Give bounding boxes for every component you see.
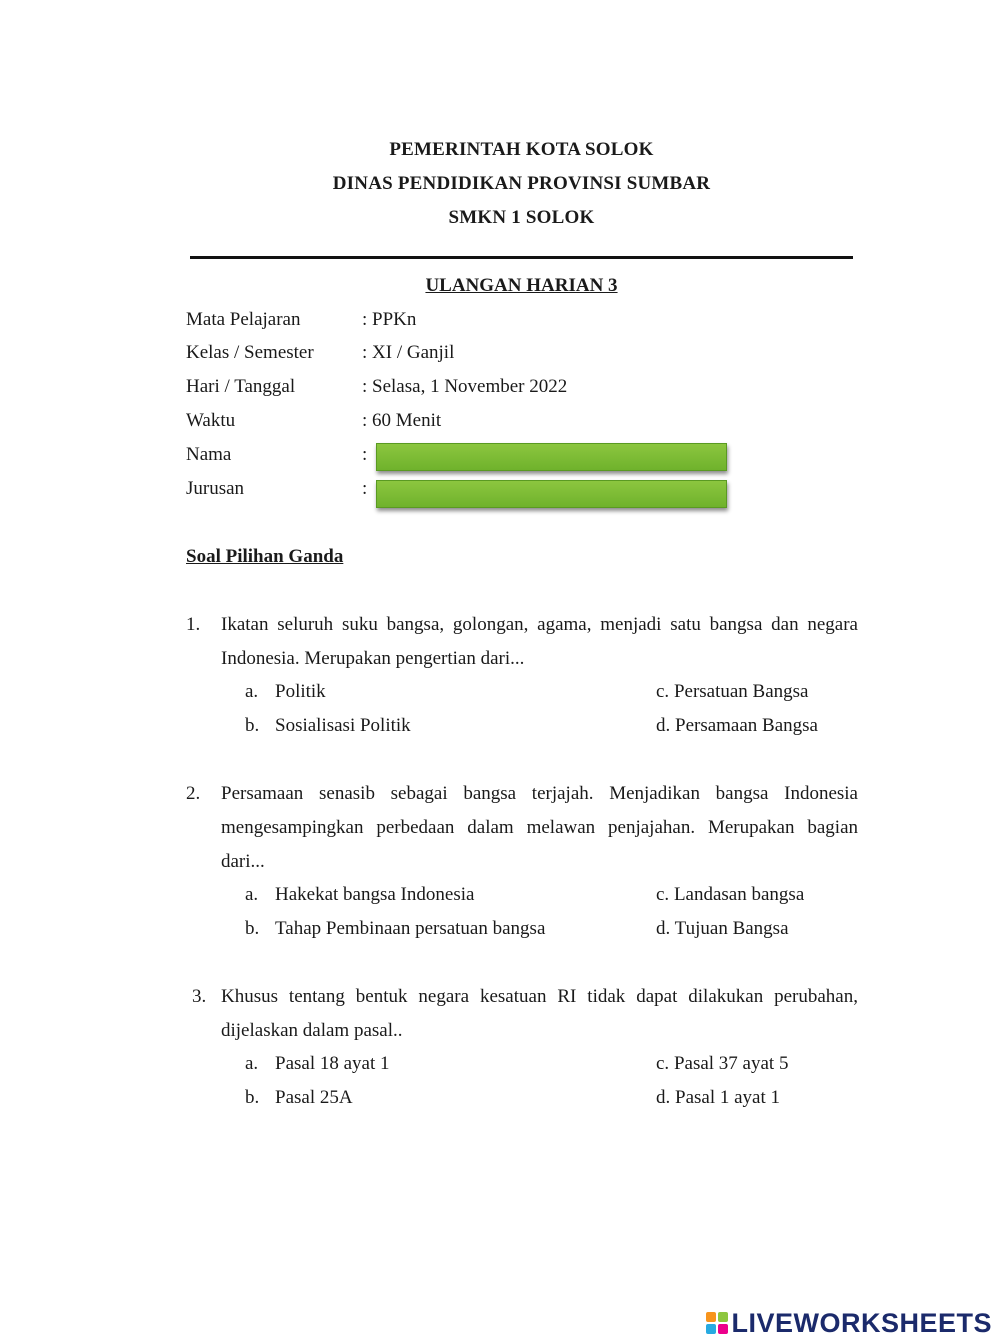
option-text: Politik <box>275 681 326 702</box>
option-text: Pasal 25A <box>275 1087 353 1108</box>
section-title: Soal Pilihan Ganda <box>186 546 344 567</box>
option-letter: a. <box>245 884 259 905</box>
info-label: Hari / Tanggal <box>186 376 296 397</box>
info-value: : PPKn <box>362 309 417 330</box>
question-text-line: dijelaskan dalam pasal.. <box>221 1020 403 1041</box>
question-text-line: Khusus tentang bentuk negara kesatuan RI tidak dapat dilakukan perubahan, <box>221 986 858 1007</box>
option-d[interactable] <box>656 918 789 940</box>
option-letter: a. <box>245 681 259 702</box>
option-letter: b. <box>245 1087 260 1108</box>
question-text-line: Indonesia. Merupakan pengertian dari... <box>221 648 525 669</box>
option-letter: d. <box>656 1087 671 1108</box>
header-divider <box>190 256 853 259</box>
exam-title: ULANGAN HARIAN 3 <box>425 275 618 296</box>
option-text: Sosialisasi Politik <box>275 715 411 736</box>
option-letter: d. <box>656 918 671 939</box>
info-value: : <box>362 478 368 499</box>
option-text: Landasan bangsa <box>673 884 805 905</box>
liveworksheets-logo <box>706 1308 992 1338</box>
major-input[interactable] <box>376 480 727 508</box>
option-c[interactable] <box>656 884 804 906</box>
option-text: Persatuan Bangsa <box>673 681 809 702</box>
option-d[interactable] <box>656 1087 780 1109</box>
option-text: Pasal 1 ayat 1 <box>675 1087 781 1108</box>
option-text: Tahap Pembinaan persatuan bangsa <box>275 918 546 939</box>
name-input[interactable] <box>376 443 727 471</box>
option-letter: c. <box>656 1053 670 1074</box>
option-letter: a. <box>245 1053 259 1074</box>
question-number: 1. <box>186 614 201 635</box>
option-text: Pasal 37 ayat 5 <box>673 1053 789 1074</box>
header-department: DINAS PENDIDIKAN PROVINSI SUMBAR <box>332 173 711 194</box>
option-letter: c. <box>656 681 670 702</box>
option-letter: d. <box>656 715 671 736</box>
option-text: Tujuan Bangsa <box>674 918 789 939</box>
question-text-line: mengesampingkan perbedaan dalam melawan penjajahan. Merupakan bagian <box>221 817 858 838</box>
info-value: : Selasa, 1 November 2022 <box>362 376 568 397</box>
option-letter: b. <box>245 715 260 736</box>
header-government: PEMERINTAH KOTA SOLOK <box>389 139 654 160</box>
option-text: Hakekat bangsa Indonesia <box>275 884 475 905</box>
info-value: : 60 Menit <box>362 410 442 431</box>
option-c[interactable] <box>656 681 809 703</box>
question-number: 2. <box>186 783 201 804</box>
info-label: Waktu <box>186 410 236 431</box>
header-school: SMKN 1 SOLOK <box>448 207 595 228</box>
question-text-line: Ikatan seluruh suku bangsa, golongan, agama, menjadi satu bangsa dan negara <box>221 614 858 635</box>
info-value: : XI / Ganjil <box>362 342 455 363</box>
info-label: Nama <box>186 444 232 465</box>
question-text-line: dari... <box>221 851 265 872</box>
option-text: Persamaan Bangsa <box>675 715 818 736</box>
info-value: : <box>362 444 368 465</box>
option-text: Pasal 18 ayat 1 <box>275 1053 390 1074</box>
info-label: Kelas / Semester <box>186 342 314 363</box>
info-label: Mata Pelajaran <box>186 309 301 330</box>
liveworksheets-wordmark: LIVEWORKSHEETS <box>731 1307 992 1338</box>
liveworksheets-grid-icon <box>706 1312 728 1334</box>
option-d[interactable] <box>656 715 818 737</box>
option-c[interactable] <box>656 1053 788 1075</box>
info-label: Jurusan <box>186 478 245 499</box>
option-letter: c. <box>656 884 670 905</box>
question-number: 3. <box>192 986 207 1007</box>
question-text-line: Persamaan senasib sebagai bangsa terjajah. Menjadikan bangsa Indonesia <box>221 783 858 804</box>
option-letter: b. <box>245 918 260 939</box>
